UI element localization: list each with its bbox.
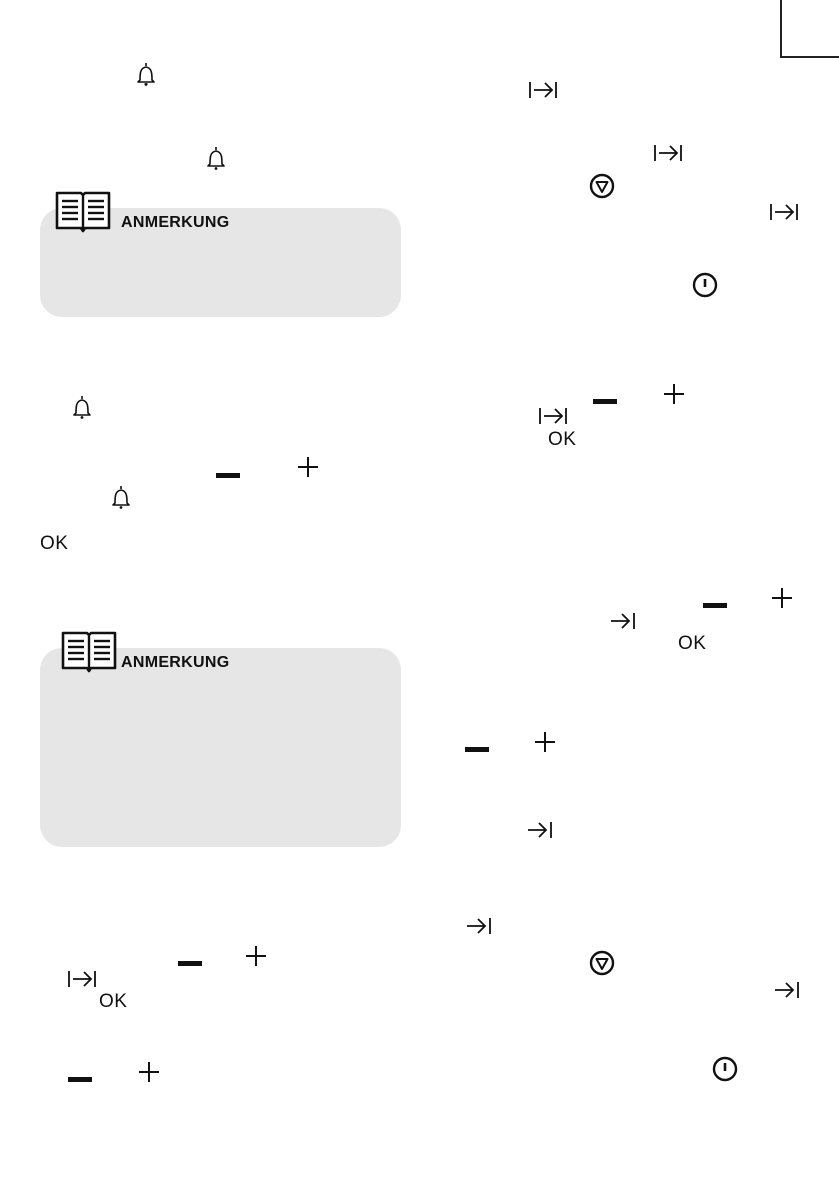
minus-icon bbox=[703, 602, 727, 610]
page-corner-mark-vertical bbox=[780, 0, 782, 58]
minus-icon bbox=[216, 472, 240, 480]
plus-icon bbox=[297, 456, 319, 478]
ok-label: OK bbox=[678, 633, 707, 654]
note-title: ANMERKUNG bbox=[121, 214, 230, 231]
plus-icon bbox=[245, 945, 267, 967]
bar-arrow-bar-icon bbox=[653, 143, 683, 163]
open-book-icon bbox=[60, 630, 118, 674]
note-title: ANMERKUNG bbox=[121, 654, 230, 671]
ok-label: OK bbox=[548, 429, 577, 450]
bar-arrow-bar-icon bbox=[769, 202, 799, 222]
power-icon bbox=[692, 272, 718, 298]
minus-icon bbox=[465, 746, 489, 754]
plus-icon bbox=[771, 587, 793, 609]
arrow-right-bar-icon bbox=[526, 820, 554, 840]
page-corner-mark-horizontal bbox=[780, 56, 839, 58]
open-book-icon bbox=[54, 190, 112, 234]
ok-label: OK bbox=[99, 991, 128, 1012]
bell-icon bbox=[132, 60, 160, 88]
bell-icon bbox=[68, 393, 96, 421]
stop-icon bbox=[589, 173, 615, 199]
power-icon bbox=[712, 1056, 738, 1082]
bar-arrow-bar-icon bbox=[67, 969, 97, 989]
minus-icon bbox=[593, 398, 617, 406]
minus-icon bbox=[178, 960, 202, 968]
arrow-right-bar-icon bbox=[465, 916, 493, 936]
stop-icon bbox=[589, 950, 615, 976]
plus-icon bbox=[663, 383, 685, 405]
bell-icon bbox=[202, 144, 230, 172]
arrow-right-bar-icon bbox=[609, 611, 637, 631]
note-box bbox=[40, 648, 401, 847]
bell-icon bbox=[107, 483, 135, 511]
arrow-right-bar-icon bbox=[773, 980, 801, 1000]
plus-icon bbox=[534, 731, 556, 753]
minus-icon bbox=[68, 1076, 92, 1084]
ok-label: OK bbox=[40, 533, 69, 554]
bar-arrow-bar-icon bbox=[538, 406, 568, 426]
plus-icon bbox=[138, 1061, 160, 1083]
bar-arrow-bar-icon bbox=[528, 80, 558, 100]
